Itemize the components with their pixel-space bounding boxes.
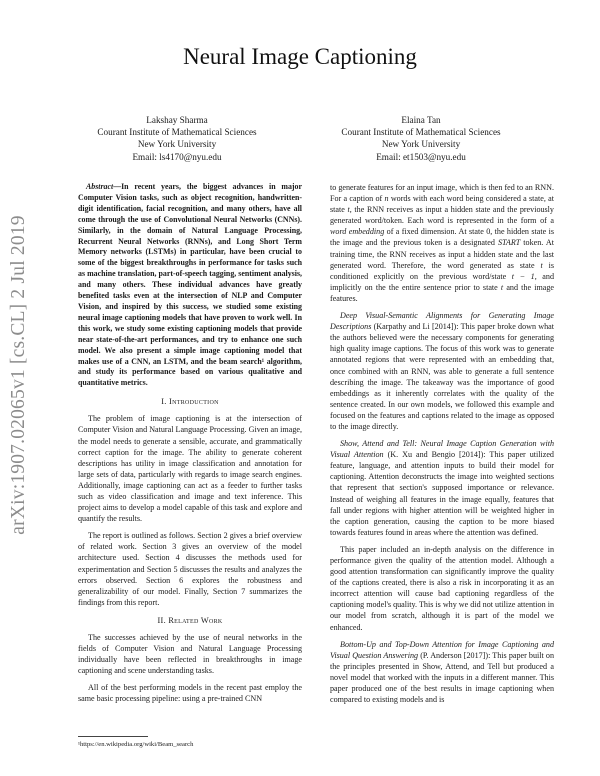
abstract-text: —In recent years, the biggest advances in major Computer Vision tasks, such as object recognition, handwritten-digit identification, facial recognition, and many others, have all come through the use of Convolutional Neural Networks (CNNs). Similarly, in the domain of Natural Language Processing, Recurrent Neural Networks (RNNs), and Long Short Term Memory networks (LSTMs) in particular, have been crucial to some of the biggest breakthroughs in performance for tasks such as machine translation, part-of-speech tagging, sentiment analysis, and many others. These individual advances have greatly benefited tasks even at the intersection of NLP and Computer Vision, and inspired by this success, we studied some existing neural image captioning models that have proven to work well. In this work, we study some existing captioning models that provide near state-of-the-art performances, and try to enhance one such model. We also present a simple image captioning model that makes use of a CNN, an LSTM, and the beam search¹ algorithm, and study its performance based on various qualitative and quantitative metrics.: [78, 182, 302, 388]
related-paragraph-1: The successes achieved by the use of neural networks in the fields of Computer Vision and Natural Language Processing individually have been reflected in breakthroughs in image captioning and scene understanding tasks.: [78, 633, 302, 676]
left-column: [78, 182, 302, 711]
right-paragraph-4: This paper included an in-depth analysis on the difference in performance given the quality of the attention model. Although a good attention transformation can significantly improve the quality of the captions created, there is also a risk in incorporating it as an incorrect attention will cause bad captioning regardless of the captioning model's quality. This is why we did not utilize attention in our model from scratch, although it is part of the model we enhanced.: [330, 544, 554, 632]
math-var: t: [500, 282, 504, 292]
text-run: to generate features for an input image, which is then fed to an RNN. For a caption of: [330, 183, 554, 204]
footnote-rule: [78, 736, 148, 737]
author-name: Lakshay Sharma: [146, 115, 208, 125]
text-run: words with each word being considered a state, at state: [330, 194, 555, 215]
right-paragraph-1: [330, 182, 554, 304]
text-run: and the image features.: [330, 282, 554, 303]
text-run: , and implicitly on the the entire sentence prior to state: [330, 271, 554, 292]
abstract-label: Abstract: [86, 182, 114, 191]
author-location: New York University: [381, 139, 461, 150]
right-paragraph-5: [330, 639, 554, 706]
author-location: New York University: [137, 139, 217, 150]
text-run: (K. Xu and Bengio [2014]): This paper utilized feature, language, and attention inputs to build their model for captioning. Attention deconstructs the image into weighted sections that represent that section's supposed importance or relevance. Instead of weighing all features in the image equally, features that fall under regions with higher attention will be weighted higher in the caption generation, causing the caption to be more biased towards features found in areas where the attention was defined.: [330, 450, 554, 537]
related-paragraph-2: All of the best performing models in the recent past employ the same basic processing pipeline: using a pre-trained CNN: [78, 683, 302, 704]
cited-title: Deep Visual-Semantic Alignments for Generating Image Descriptions: [330, 311, 554, 332]
author-email: Email: ls4170@nyu.edu: [132, 151, 222, 162]
footnote: ¹https://en.wikipedia.org/wiki/Beam_search: [78, 741, 194, 748]
text-run: (P. Anderson [2017]): This paper built on the principles presented in Show, Attend, and Tell but produced a novel model that worked with the inputs in a different manner. This paper produced one of the best results in image captioning when compared to existing models and is: [330, 650, 554, 705]
author-affiliation: Courant Institute of Mathematical Sciences: [97, 127, 257, 138]
emphasis: word embedding: [330, 227, 385, 237]
text-run: (Karpathy and Li [2014]): This paper broke down what the authors believed were the necessary components for generating high quality image captions. The focus of this work was to generate annotated regions that were represented with an embedding that, once combined with an RNN, was able to generate a full sentence describing the image. The takeaway was the importance of good embeddings as it inherently correlates with the quality of the sentence created. In our own models, we followed this example and focused on the features and captions related to the image as opposed to the image directly.: [330, 322, 554, 431]
author-affiliation: Courant Institute of Mathematical Sciences: [341, 127, 501, 138]
arxiv-identifier-stamp: [6, 165, 32, 585]
section-heading-related-work: II. Related Work: [157, 615, 223, 625]
emphasis: START: [497, 238, 521, 248]
cited-title: Show, Attend and Tell: Neural Image Caption Generation with Visual Attention: [330, 439, 554, 460]
author-block-1: [52, 114, 302, 163]
intro-paragraph-2: The report is outlined as follows. Section 2 gives a brief overview of related work. Section 3 gives an overview of the model architecture used. Section 4 discusses the methods used for experimentation and Section 5 discusses the results and analyzes the errors observed. Section 6 explores the robustness and generalizability of our model. Finally, Section 7 summarizes the findings from this report.: [78, 531, 302, 607]
paper-title: Neural Image Captioning: [183, 44, 417, 69]
section-heading-introduction: I. Introduction: [161, 397, 219, 407]
right-paragraph-2: [330, 310, 554, 432]
author-name: Elaina Tan: [401, 115, 441, 125]
arxiv-identifier-text: arXiv:1907.02065v1 [cs.CL] 2 Jul 2019: [8, 215, 29, 535]
abstract: [78, 182, 302, 389]
author-email: Email: et1503@nyu.edu: [376, 151, 466, 162]
math-var: t: [540, 260, 543, 270]
math-var: t: [347, 205, 350, 215]
text-run: token. At training time, the RNN receives as input a hidden state and the last generated word. Therefore, the word generated as state: [330, 238, 554, 270]
math-var: n: [384, 194, 389, 204]
right-column: [330, 182, 554, 711]
author-block-2: [296, 114, 546, 163]
cited-title: Bottom-Up and Top-Down Attention for Image Captioning and Visual Question Answering: [330, 639, 554, 660]
math-var: t − 1: [511, 271, 535, 281]
text-run: is conditioned explicitly on the previous word/state: [330, 260, 554, 281]
text-run: , the RNN receives as input a hidden state and the previously generated word/token. Each word is represented in the form of a: [330, 205, 554, 226]
text-run: of a fixed dimension. At state 0, the hidden state is the image and the previous token is a designated: [330, 227, 554, 248]
intro-paragraph-1: The problem of image captioning is at the intersection of Computer Vision and Natural Language Processing. Given an image, the model needs to generate a sensible, accurate, and grammatically correct caption for the image. The ability to generate coherent descriptions has utility in image classification and annotation for large sets of data, particularly with regards to image search engines. Additionally, image captioning can act as a feeder to further tasks such as video classification and image and text inference. This project aims to develop a model capable of this task and explore and quantify the results.: [78, 414, 302, 524]
right-paragraph-3: [330, 438, 554, 538]
